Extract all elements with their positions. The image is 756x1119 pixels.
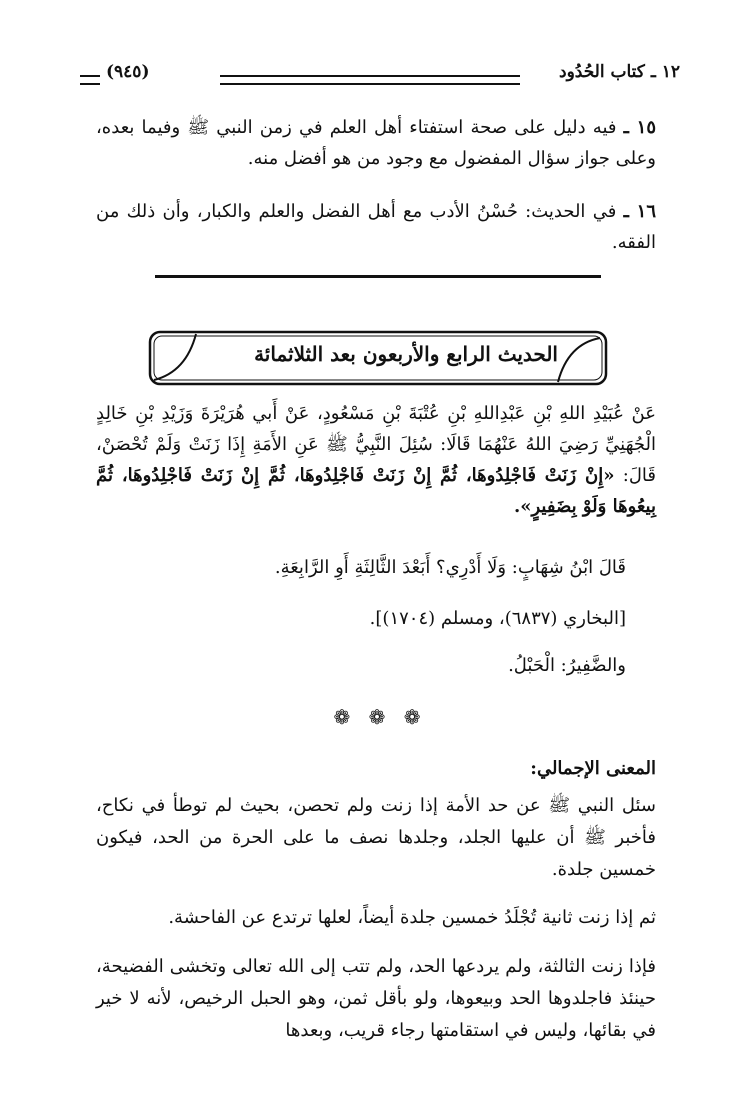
running-header	[80, 62, 680, 96]
hadith-title-box	[148, 330, 608, 386]
point-15	[96, 112, 656, 174]
summary-paragraph-3: فإذا زنت الثالثة، ولم يردعها الحد، ولم تتب إلى الله تعالى وتخشى الفضيحة، حينئذ فاجلدوها الحد وبيعوها، ولو بأقل ثمن، وهو الحبل الرخيص، لأنه لا خير في بقائها، وليس في استقامتها رجاء قريب، وبعدها	[96, 956, 656, 1041]
summary-paragraph-2: ثم إذا زنت ثانية تُجْلَدُ خمسين جلدة أيضاً، لعلها ترتدع عن الفاحشة.	[168, 907, 656, 928]
point-text: فيه دليل على صحة استفتاء أهل العلم في زمن النبي ﷺ وفيما بعده، وعلى جواز سؤال المفضول مع وجود من هو أفضل منه.	[96, 117, 656, 169]
ibn-shihab-note: قَالَ ابْنُ شِهَابٍ: وَلَا أَدْرِي؟ أَبَعْدَ الثَّالِثَةِ أَوِ الرَّابِعَةِ.	[274, 557, 626, 578]
point-number: ١٥ ـ	[623, 117, 656, 138]
word-gloss: والضَّفِيرُ: الْحَبْلُ.	[508, 655, 626, 676]
hadith-quote: «إِنْ زَنَتْ فَاجْلِدُوهَا، ثُمَّ إِنْ زَنَتْ فَاجْلِدُوهَا، ثُمَّ إِنْ زَنَتْ فَاجْلِدُوهَا، ثُمَّ بِيعُوهَا وَلَوْ بِضَفِيرٍ».	[96, 465, 656, 517]
summary-heading: المعنى الإجمالي:	[530, 758, 656, 779]
section-divider	[155, 275, 601, 278]
point-16	[96, 196, 656, 258]
summary-paragraph-1: سئل النبي ﷺ عن حد الأمة إذا زنت ولم تحصن، بحيث لم توطأ في نكاح، فأخبر ﷺ أن عليها الجلد، وجلدها نصف ما على الحرة من الحد، فيكون خمسين جلدة.	[96, 795, 656, 880]
hadith-title: الحديث الرابع والأربعون بعد الثلاثمائة	[254, 342, 558, 366]
point-number: ١٦ ـ	[623, 201, 656, 222]
hadith-source: [البخاري (٦٨٣٧)، ومسلم (١٧٠٤)].	[369, 608, 626, 629]
hadith-chain: عَنْ عُبَيْدِ اللهِ بْنِ عَبْدِاللهِ بْنِ عُتْبَةَ بْنِ مَسْعُودٍ، عَنْ أَبي هُرَيْرَةَ وَزَيْدِ بْنِ خَالِدٍ الْجُهَنِيِّ رَضِيَ اللهُ عَنْهُمَا قَالَا: سُئِلَ النَّبِيُّ ﷺ عَنِ الأَمَةِ إِذَا زَنَتْ وَلَمْ تُحْصَنْ، قَالَ:	[96, 403, 656, 486]
hadith-text	[96, 398, 656, 522]
header-rule-end	[80, 75, 100, 85]
header-rule	[220, 75, 520, 85]
chapter-title: ١٢ ـ كتاب الحُدُود	[559, 62, 680, 82]
page-number: (٩٤٥)	[106, 62, 150, 82]
flower-separator: ❁ ❁ ❁	[333, 705, 427, 729]
point-text: في الحديث: حُسْنُ الأدب مع أهل الفضل والعلم والكبار، وأن ذلك من الفقه.	[96, 201, 656, 253]
